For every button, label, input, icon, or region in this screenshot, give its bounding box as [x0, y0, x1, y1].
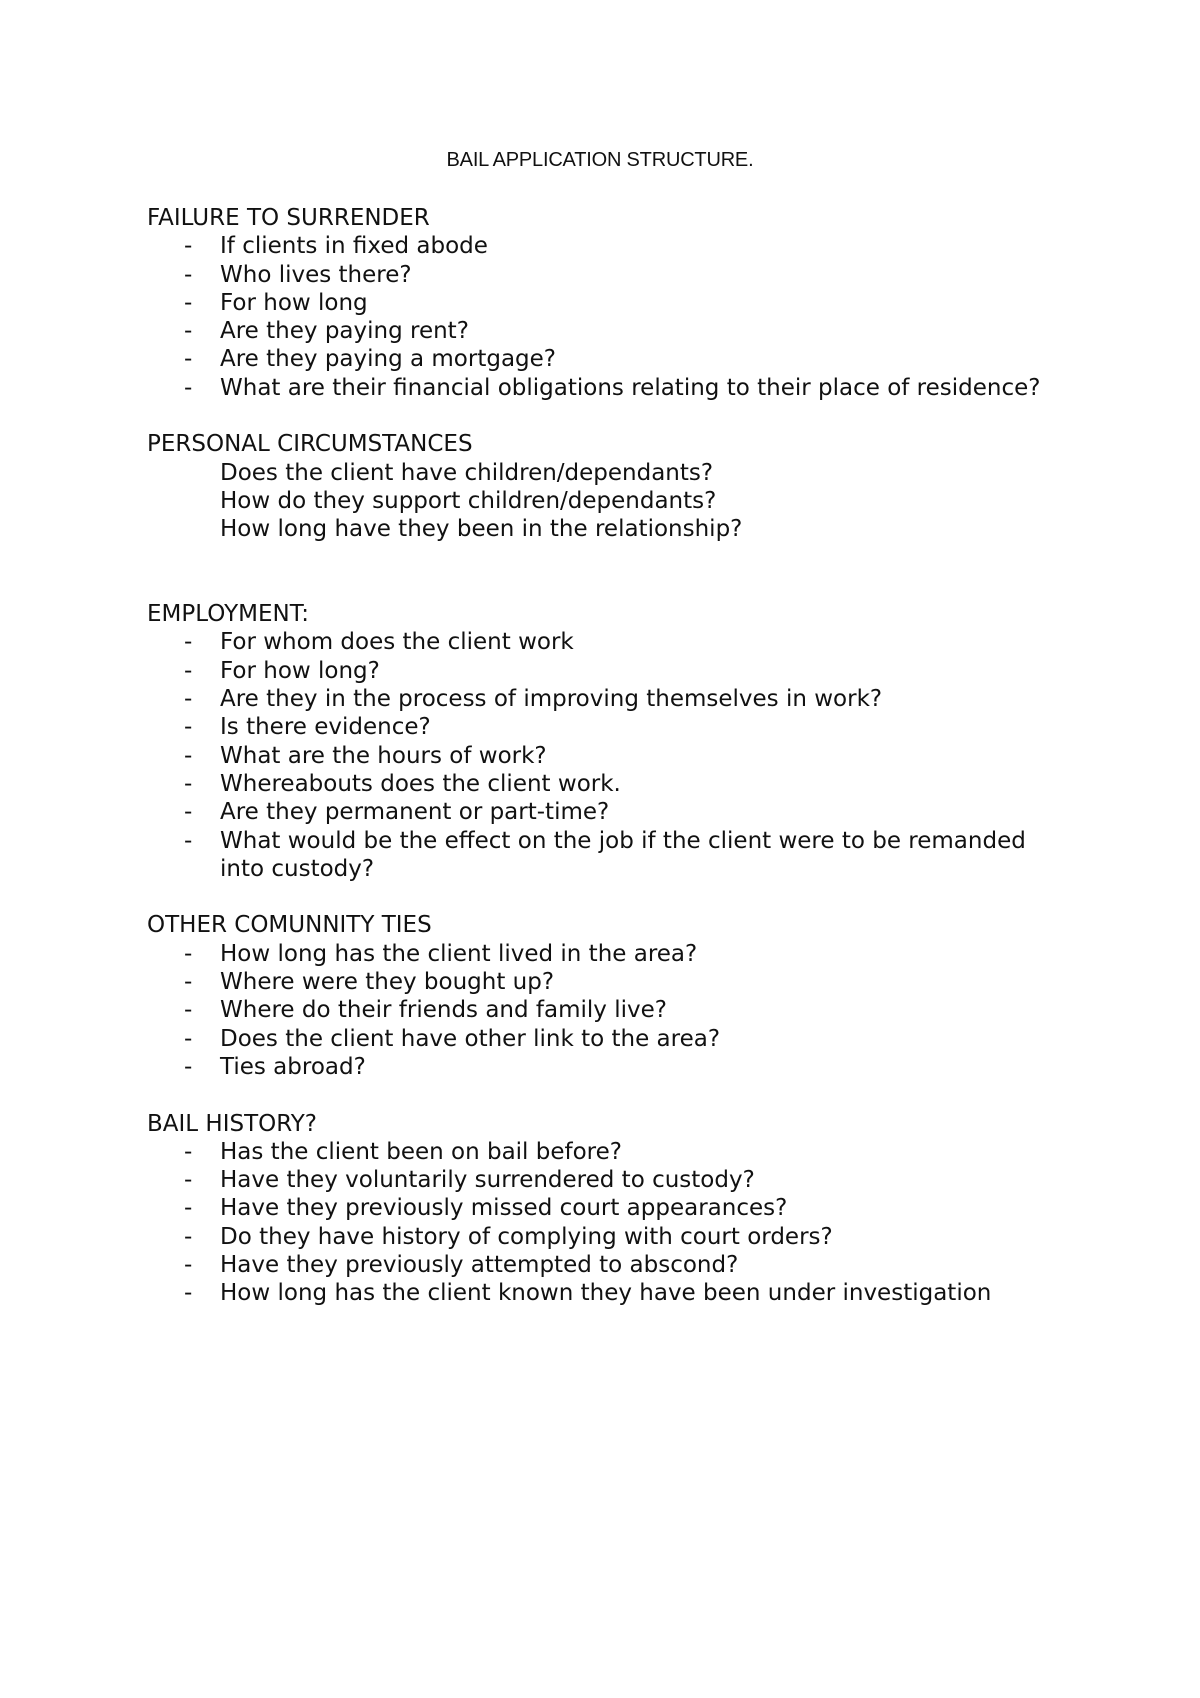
bullet-dash: - — [184, 374, 193, 401]
list-item-text: Have they previously missed court appearances? — [220, 1195, 788, 1222]
document-title: BAIL APPLICATION STRUCTURE. — [446, 149, 754, 171]
bullet-dash: - — [184, 714, 193, 741]
document-body — [147, 204, 1067, 1308]
list-item-text: Are they in the process of improving themselves in work? — [220, 686, 883, 713]
list-item — [147, 317, 1067, 345]
list-item-text: If clients in fixed abode — [220, 233, 488, 260]
list-item-text: Does the client have other link to the area? — [220, 1025, 721, 1052]
list-item-text: Do they have history of complying with court orders? — [220, 1223, 833, 1250]
list-item-text: Have they previously attempted to abscond? — [220, 1251, 739, 1278]
list-item-text: Are they paying a mortgage? — [220, 346, 557, 373]
list-item — [147, 487, 1067, 515]
list-item-text: Has the client been on bail before? — [220, 1138, 622, 1165]
bullet-dash: - — [184, 1223, 193, 1250]
list-item-text: How long have they been in the relationship? — [220, 516, 743, 543]
list-item — [147, 827, 1067, 884]
list-item — [147, 713, 1067, 741]
list-item-text: Are they permanent or part-time? — [220, 799, 610, 826]
bullet-dash: - — [184, 657, 193, 684]
bullet-dash: - — [184, 629, 193, 656]
list-item — [147, 798, 1067, 826]
list-item — [147, 940, 1067, 968]
list-item — [147, 232, 1067, 260]
section-employment — [147, 600, 1067, 883]
list-item-text: What are the hours of work? — [220, 742, 547, 769]
bullet-dash: - — [184, 261, 193, 288]
bullet-list — [147, 940, 1067, 1081]
list-item — [147, 345, 1067, 373]
bullet-dash: - — [184, 1138, 193, 1165]
bullet-dash: - — [184, 770, 193, 797]
list-item — [147, 1166, 1067, 1194]
bullet-dash: - — [184, 1195, 193, 1222]
list-item — [147, 515, 1067, 543]
list-item — [147, 657, 1067, 685]
list-item — [147, 459, 1067, 487]
bullet-dash: - — [184, 1280, 193, 1307]
list-item — [147, 1053, 1067, 1081]
list-item-text: For how long — [220, 289, 368, 316]
bullet-dash: - — [184, 1251, 193, 1278]
list-item-text: How long has the client known they have been under investigation — [220, 1280, 992, 1307]
bullet-dash: - — [184, 686, 193, 713]
bullet-dash: - — [184, 1167, 193, 1194]
list-item-text: What would be the effect on the job if the client were to be remanded into custody? — [220, 827, 1026, 882]
bullet-dash: - — [184, 997, 193, 1024]
section-bail-history — [147, 1110, 1067, 1308]
list-item-text: Where do their friends and family live? — [220, 997, 667, 1024]
bullet-dash: - — [184, 799, 193, 826]
bullet-dash: - — [184, 318, 193, 345]
list-item — [147, 1194, 1067, 1222]
list-item — [147, 770, 1067, 798]
list-item-text: Have they voluntarily surrendered to custody? — [220, 1167, 755, 1194]
section-heading: PERSONAL CIRCUMSTANCES — [147, 431, 473, 458]
indented-list — [147, 459, 1067, 544]
bullet-dash: - — [184, 742, 193, 769]
list-item — [147, 968, 1067, 996]
bullet-list — [147, 1138, 1067, 1308]
section-heading: EMPLOYMENT: — [147, 601, 309, 628]
list-item-text: Are they paying rent? — [220, 318, 469, 345]
bullet-list — [147, 232, 1067, 402]
section-heading: FAILURE TO SURRENDER — [147, 205, 430, 231]
list-item-text: For how long? — [220, 657, 380, 684]
list-item — [147, 742, 1067, 770]
list-item-text: Is there evidence? — [220, 714, 431, 741]
list-item-text: How long has the client lived in the area? — [220, 940, 698, 967]
list-item — [147, 628, 1067, 656]
bullet-dash: - — [184, 233, 193, 260]
bullet-list — [147, 628, 1067, 883]
list-item — [147, 1138, 1067, 1166]
list-item-text: Who lives there? — [220, 261, 412, 288]
list-item — [147, 1025, 1067, 1053]
list-item-text: For whom does the client work — [220, 629, 574, 656]
section-other-community-ties — [147, 911, 1067, 1081]
list-item-text: Does the client have children/dependants? — [220, 459, 714, 486]
list-item — [147, 374, 1067, 402]
bullet-dash: - — [184, 346, 193, 373]
list-item-text: How do they support children/dependants? — [220, 487, 717, 514]
bullet-dash: - — [184, 1025, 193, 1052]
list-item — [147, 1223, 1067, 1251]
bullet-dash: - — [184, 289, 193, 316]
list-item — [147, 996, 1067, 1024]
section-failure-to-surrender — [147, 204, 1067, 402]
bullet-dash: - — [184, 827, 193, 854]
list-item — [147, 261, 1067, 289]
section-heading: OTHER COMUNNITY TIES — [147, 912, 432, 939]
bullet-dash: - — [184, 1053, 193, 1080]
list-item-text: Ties abroad? — [220, 1053, 366, 1080]
bullet-dash: - — [184, 969, 193, 996]
list-item — [147, 685, 1067, 713]
list-item-text: Whereabouts does the client work. — [220, 770, 621, 797]
bullet-dash: - — [184, 940, 193, 967]
list-item-text: What are their financial obligations relating to their place of residence? — [220, 374, 1041, 401]
list-item — [147, 289, 1067, 317]
list-item — [147, 1279, 1067, 1307]
list-item-text: Where were they bought up? — [220, 969, 555, 996]
section-personal-circumstances — [147, 430, 1067, 543]
section-heading: BAIL HISTORY? — [147, 1110, 318, 1137]
list-item — [147, 1251, 1067, 1279]
